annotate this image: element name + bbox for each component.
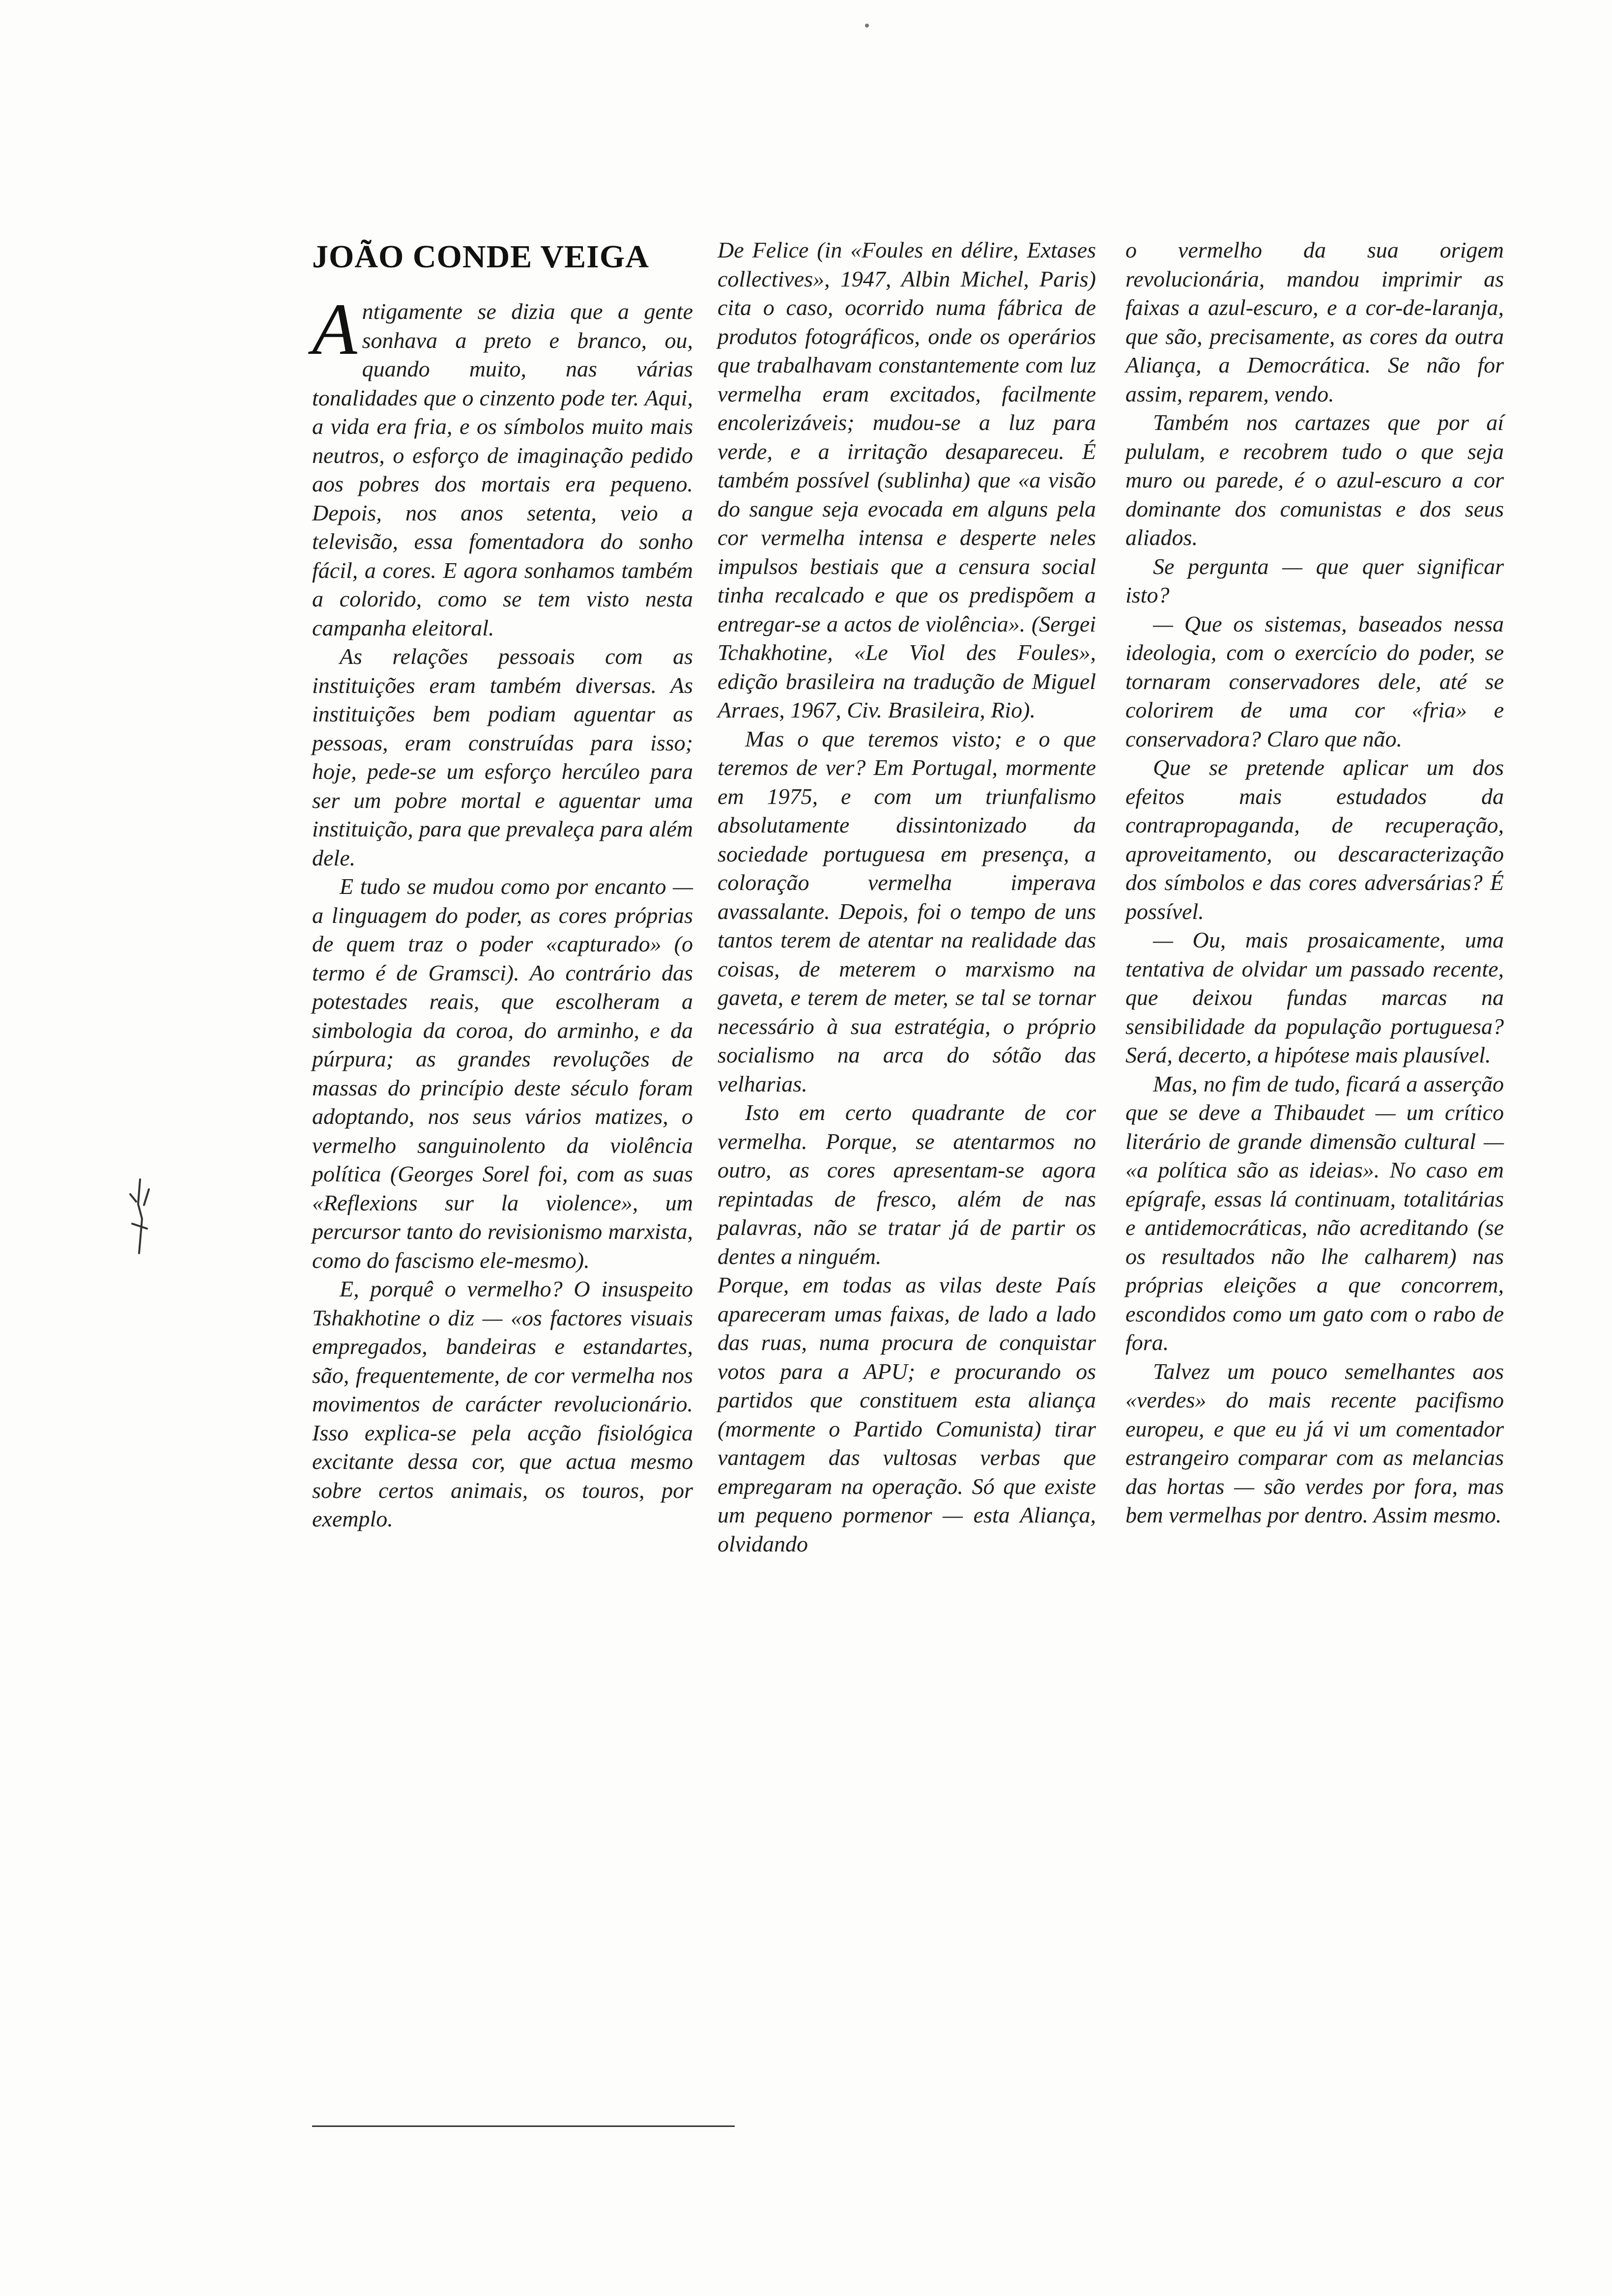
margin-scribble-icon: [125, 1175, 155, 1258]
paragraph: Isto em certo quadrante de cor vermelha. Porque, se atentarmos no outro, as cores apresentam-se agora repintadas de fresco, além de nas palavras, não se tratar já de partir os dentes a ninguém.: [718, 1100, 1096, 1269]
article-column-3: [1125, 236, 1504, 1530]
paragraph: As relações pessoais com as instituições eram também diversas. As instituições bem podiam aguentar as pessoas, eram construídas para isso; hoje, pede-se um esforço hercúleo para ser um pobre mortal e aguentar uma instituição, para que prevaleça para além dele.: [312, 644, 693, 870]
paragraph: De Felice (in «Foules en délire, Extases collectives», 1947, Albin Michel, Paris) cita o caso, ocorrido numa fábrica de produtos fotográficos, onde os operários que trabalhavam constantemente com luz vermelha eram excitados, facilmente encolerizáveis; mudou-se a luz para verde, e a irritação desapareceu. É também possível (sublinha) que «a visão do sangue seja evocada em alguns pela cor vermelha intensa e desperte neles impulsos bestiais que a censura social tinha recalcado e que os predispõem a entregar-se a actos de violência». (Sergei Tchakhotine, «Le Viol des Foules», edição brasileira na tradução de Miguel Arraes, 1967, Civ. Brasileira, Rio).: [718, 237, 1096, 722]
author-byline: JOÃO CONDE VEIGA: [312, 239, 649, 275]
paragraph: — Que os sistemas, baseados nessa ideologia, com o exercício do poder, se tornaram conservadores dele, até se colorirem de uma cor «fria» e conservadora? Claro que não.: [1125, 611, 1504, 751]
paragraph: Mas, no fim de tudo, ficará a asserção que se deve a Thibaudet — um crítico literário de grande dimensão cultural — «a política são as ideias». No caso em epígrafe, essas lá continuam, totalitárias e antidemocráticas, não acreditando (se os resultados não lhe calharem) nas próprias eleições a que concorrem, escondidos como um gato com o rabo de fora.: [1125, 1071, 1504, 1355]
article-column-2: [718, 236, 1096, 1558]
paragraph: Também nos cartazes que por aí pululam, e recobrem tudo o que seja muro ou parede, é o azul-escuro a cor dominante dos comunistas e dos seus aliados.: [1125, 410, 1504, 550]
paragraph: Talvez um pouco semelhantes aos «verdes» do mais recente pacifismo europeu, e que eu já vi um comentador estrangeiro comparar com as melancias das hortas — são verdes por fora, mas bem vermelhas por dentro. Assim mesmo.: [1125, 1358, 1504, 1527]
print-speck: [865, 24, 869, 28]
paragraph: — Ou, mais prosaicamente, uma tentativa de olvidar um passado recente, que deixou fundas marcas na sensibilidade da população portuguesa? Será, decerto, a hipótese mais plausível.: [1125, 927, 1504, 1067]
paragraph: Porque, em todas as vilas deste País apareceram umas faixas, de lado a lado das ruas, numa procura de conquistar votos para a APU; e procurando os partidos que constituem esta aliança (mormente o Partido Comunista) tirar vantagem das vultosas verbas que empregaram na operação. Só que existe um pequeno pormenor — esta Aliança, olvidando: [718, 1272, 1096, 1556]
drop-cap: A: [312, 288, 357, 370]
paragraph: o vermelho da sua origem revolucionária, mandou imprimir as faixas a azul-escuro, e a cor-de-laranja, que são, precisamente, as cores da outra Aliança, a Democrática. Se não for assim, reparem, vendo.: [1125, 237, 1504, 406]
paragraph: Que se pretende aplicar um dos efeitos mais estudados da contrapropaganda, de recuperação, aproveitamento, ou descaracterização dos símbolos e das cores adversárias? É possível.: [1125, 755, 1504, 924]
paragraph: E, porquê o vermelho? O insuspeito Tshakhotine o diz — «os factores visuais empregados, bandeiras e estandartes, são, frequentemente, de cor vermelha nos movimentos de carácter revolucionário. Isso explica-se pela acção fisiológica excitante dessa cor, que actua mesmo sobre certos animais, os touros, por exemplo.: [312, 1276, 693, 1531]
paragraph: Se pergunta — que quer significar isto?: [1125, 553, 1504, 607]
paragraph-text: ntigamente se dizia que a gente sonhava a preto e branco, ou, quando muito, nas várias tonalidades que o cinzento pode ter. Aqui, a vida era fria, e os símbolos muito mais neutros, o esforço de imaginação pedido aos pobres dos mortais era pequeno. Depois, nos anos setenta, veio a televisão, essa fomentadora do sonho fácil, a cores. E agora sonhamos também a colorido, como se tem visto nesta campanha eleitoral.: [312, 299, 693, 640]
paragraph: E tudo se mudou como por encanto — a linguagem do poder, as cores próprias de quem traz o poder «capturado» (o termo é de Gramsci). Ao contrário das potestades reais, que escolheram a simbologia da coroa, do arminho, e da púrpura; as grandes revoluções de massas do princípio deste século foram adoptando, nos seus vários matizes, o vermelho sanguinolento da violência política (Georges Sorel foi, com as suas «Reflexions sur la violence», um percursor tanto do revisionismo marxista, como do fascismo ele-mesmo).: [312, 874, 693, 1273]
column-end-rule: [312, 2125, 735, 2127]
article-column-1: [312, 288, 693, 1534]
paragraph: Mas o que teremos visto; e o que teremos de ver? Em Portugal, mormente em 1975, e com um triunfalismo absolutamente dissintonizado da sociedade portuguesa em presença, a coloração vermelha imperava avassalante. Depois, foi o tempo de uns tantos terem de atentar na realidade das coisas, de meterem o marxismo na gaveta, e terem de meter, se tal se tornar necessário à sua estratégia, o próprio socialismo na arca do sótão das velharias.: [718, 726, 1096, 1096]
paragraph-opening: [312, 288, 693, 642]
